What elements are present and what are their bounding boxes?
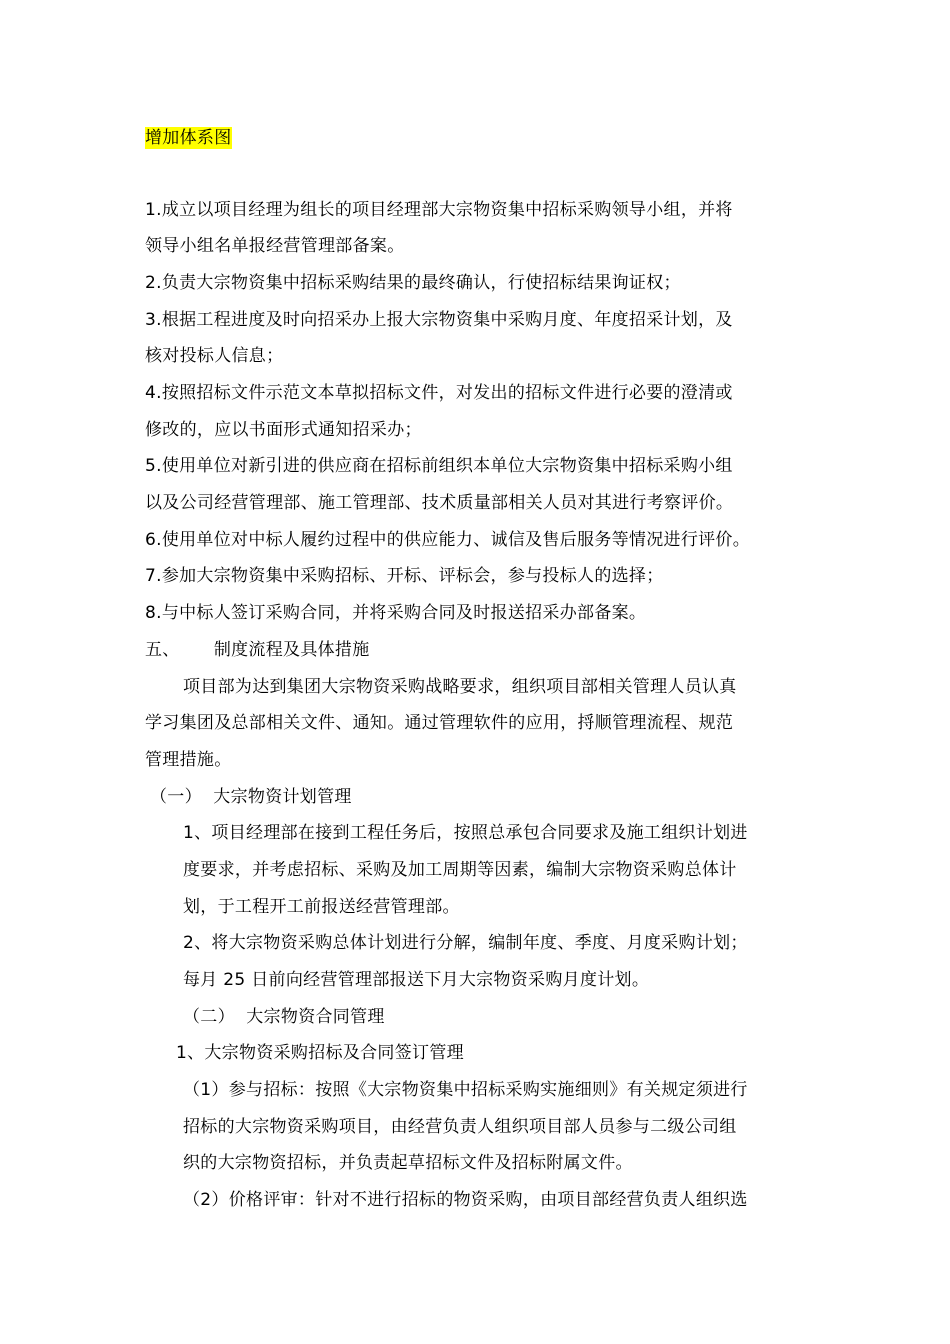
contract-sub-2-line-1: （2）价格评审：针对不进行招标的物资采购，由项目部经营负责人组织选 [183,1190,748,1210]
subsection-1-heading: （一） 大宗物资计划管理 [150,787,352,807]
duty-5-line-2: 以及公司经营管理部、施工管理部、技术质量部相关人员对其进行考察评价。 [145,493,734,513]
highlight-note: 增加体系图 [145,128,232,148]
contract-item-1-heading: 1、大宗物资采购招标及合同签订管理 [176,1043,464,1063]
contract-sub-1-line-1: （1）参与招标：按照《大宗物资集中招标采购实施细则》有关规定须进行 [183,1080,748,1100]
plan-item-1-line-1: 1、项目经理部在接到工程任务后，按照总承包合同要求及施工组织计划进 [183,823,748,843]
plan-item-2-line-1: 2、将大宗物资采购总体计划进行分解，编制年度、季度、月度采购计划； [183,933,748,953]
duty-5-line-1: 5.使用单位对新引进的供应商在招标前组织本单位大宗物资集中招标采购小组 [145,456,733,476]
plan-item-1-line-2: 度要求，并考虑招标、采购及加工周期等因素，编制大宗物资采购总体计 [183,860,737,880]
duty-3-line-1: 3.根据工程进度及时向招采办上报大宗物资集中采购月度、年度招采计划，及 [145,310,733,330]
duty-7-line-1: 7.参加大宗物资集中采购招标、开标、评标会，参与投标人的选择； [145,566,664,586]
subsection-2-heading: （二） 大宗物资合同管理 [183,1007,385,1027]
duty-1-line-1: 1.成立以项目经理为组长的项目经理部大宗物资集中招标采购领导小组，并将 [145,200,733,220]
duty-8-line-1: 8.与中标人签订采购合同，并将采购合同及时报送招采办部备案。 [145,603,647,623]
duty-2-line-1: 2.负责大宗物资集中招标采购结果的最终确认，行使招标结果询证权； [145,273,681,293]
section-5-para-line-2: 学习集团及总部相关文件、通知。通过管理软件的应用，捋顺管理流程、规范 [145,713,734,733]
section-5-para-line-3: 管理措施。 [145,750,232,770]
duty-1-line-2: 领导小组名单报经营管理部备案。 [145,236,405,256]
plan-item-2-line-2: 每月 25 日前向经营管理部报送下月大宗物资采购月度计划。 [183,970,650,990]
contract-sub-1-line-3: 织的大宗物资招标，并负责起草招标文件及招标附属文件。 [183,1153,633,1173]
plan-item-1-line-3: 划，于工程开工前报送经营管理部。 [183,897,460,917]
section-5-para-line-1: 项目部为达到集团大宗物资采购战略要求，组织项目部相关管理人员认真 [183,677,737,697]
duty-3-line-2: 核对投标人信息； [145,346,284,366]
section-5-heading: 五、 制度流程及具体措施 [145,640,370,660]
duty-4-line-1: 4.按照招标文件示范文本草拟招标文件，对发出的招标文件进行必要的澄清或 [145,383,733,403]
duty-4-line-2: 修改的，应以书面形式通知招采办； [145,420,422,440]
duty-6-line-1: 6.使用单位对中标人履约过程中的供应能力、诚信及售后服务等情况进行评价。 [145,530,751,550]
contract-sub-1-line-2: 招标的大宗物资采购项目，由经营负责人组织项目部人员参与二级公司组 [183,1117,737,1137]
